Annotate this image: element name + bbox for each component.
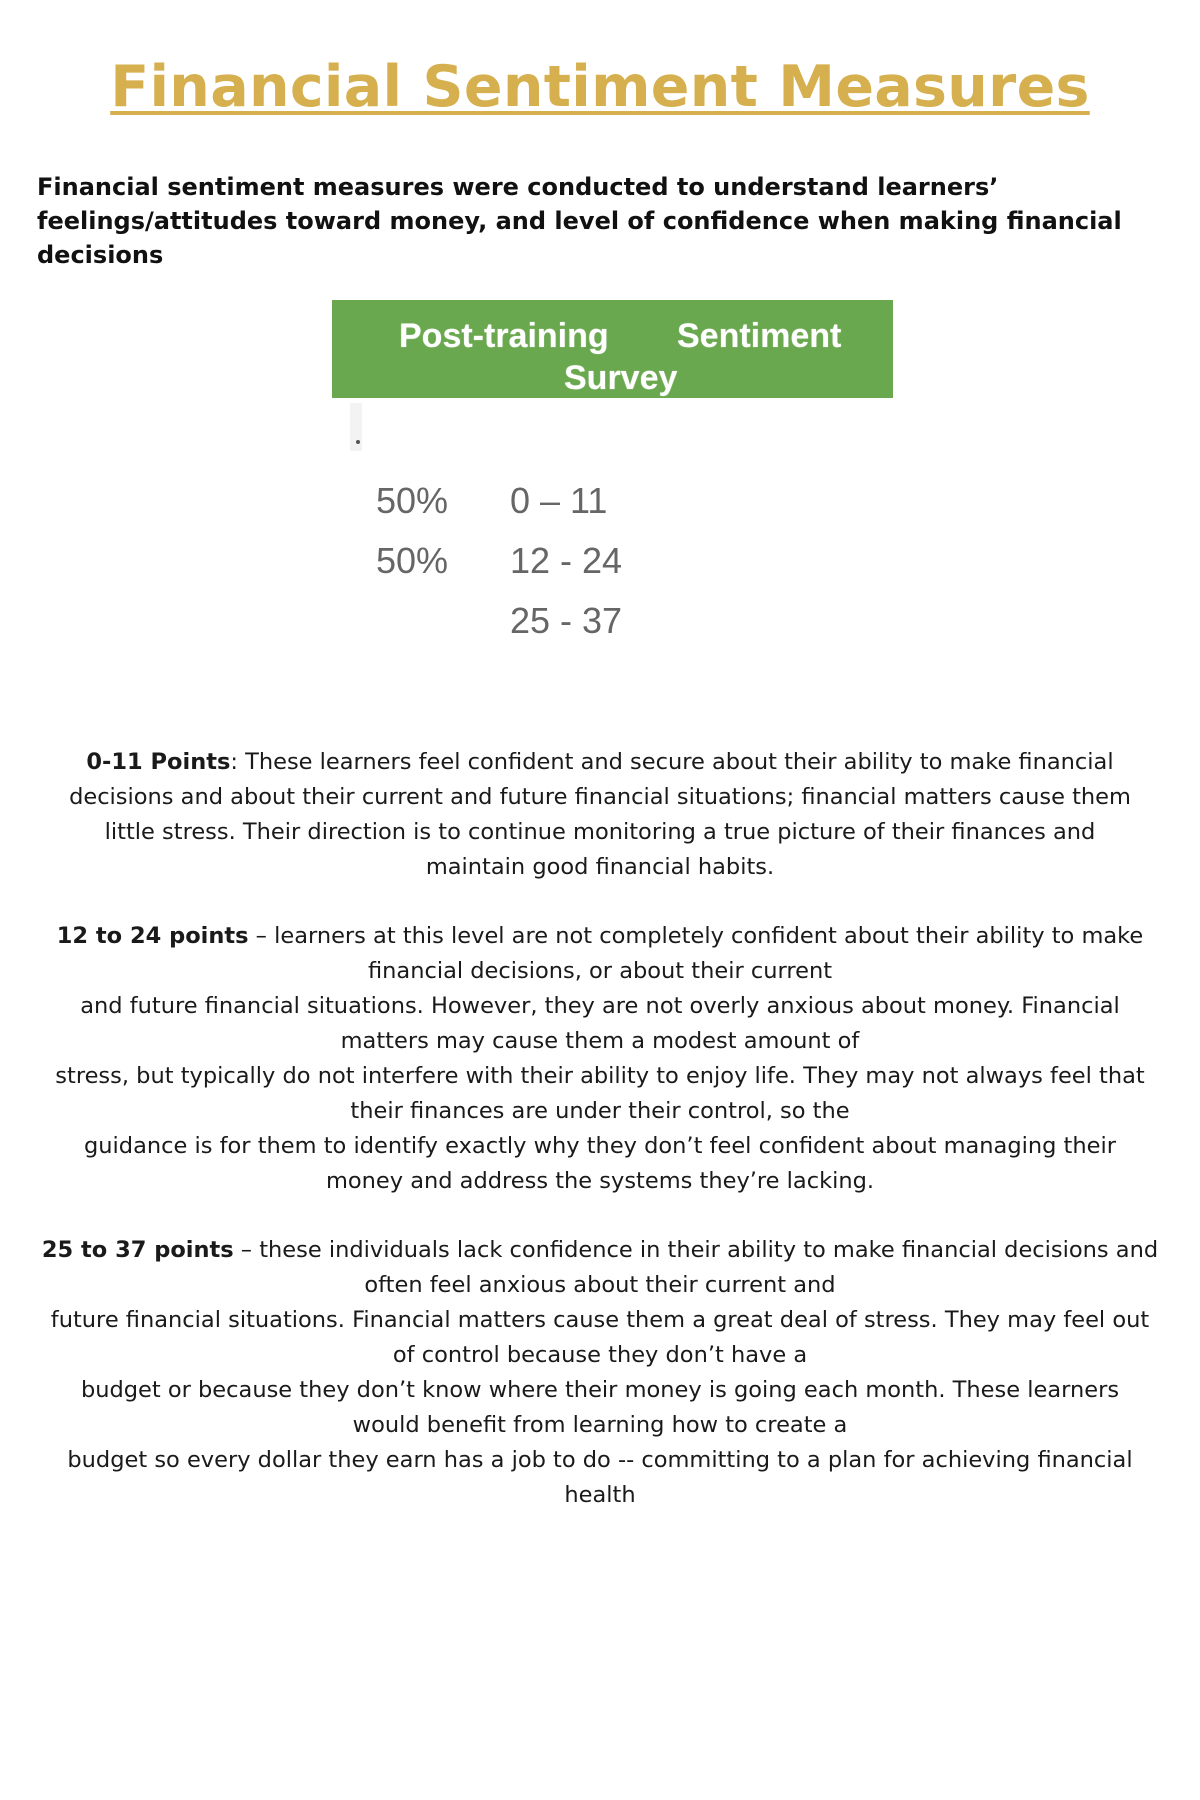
- section-line: future financial situations. Financial matters cause them a great deal of stress. They may feel out: [50, 1307, 1150, 1333]
- section-line: little stress. Their direction is to continue monitoring a true picture of their finances and: [104, 819, 1096, 845]
- section-line: financial decisions, or about their current: [367, 958, 833, 984]
- page-title: [0, 52, 1200, 122]
- row-percent: 50%: [376, 480, 449, 521]
- section-line: these individuals lack confidence in their ability to make financial decisions and: [259, 1237, 1159, 1263]
- section-line: budget so every dollar they earn has a job to do -- committing to a plan for achieving financial: [67, 1447, 1133, 1473]
- cell-artifact-dot: [356, 440, 360, 444]
- intro-paragraph: Financial sentiment measures were conducted to understand learners’ feelings/attitudes toward money, and level of confidence when making financial decisions: [37, 173, 1122, 269]
- section-line: learners at this level are not completely confident about their ability to make: [274, 923, 1144, 949]
- sentiment-survey-table: [290, 298, 890, 688]
- section-line: stress, but typically do not interfere with their ability to enjoy life. They may not always feel that: [55, 1063, 1145, 1089]
- section-line: would benefit from learning how to create a: [352, 1412, 848, 1438]
- table-header-word-survey: Survey: [564, 359, 678, 397]
- section-0-11: [18, 745, 1182, 885]
- section-line: budget or because they don’t know where their money is going each month. These learners: [80, 1377, 1120, 1403]
- section-line: money and address the systems they’re lacking.: [325, 1168, 875, 1194]
- table-header: [332, 300, 893, 398]
- table-header-word-post-training: Post-training: [399, 317, 609, 355]
- section-label: 0-11 Points: [86, 749, 231, 775]
- section-line: health: [564, 1482, 636, 1508]
- row-percent: 50%: [376, 540, 449, 581]
- table-row: [290, 590, 890, 650]
- row-range: 12 - 24: [510, 540, 623, 581]
- section-12-24: [18, 919, 1182, 1199]
- row-range: 0 – 11: [510, 480, 608, 521]
- page-title-text: Financial Sentiment Measures: [110, 54, 1090, 120]
- section-line: and future financial situations. However, they are not overly anxious about money. Financial: [80, 993, 1120, 1019]
- section-line: matters may cause them a modest amount of: [340, 1028, 860, 1054]
- table-header-word-sentiment: Sentiment: [677, 317, 842, 355]
- section-separator: :: [230, 749, 246, 775]
- section-label: 25 to 37 points: [41, 1237, 234, 1263]
- section-line: decisions and about their current and future financial situations; financial matters cause them: [69, 784, 1131, 810]
- table-row: [290, 470, 890, 530]
- table-rows: [290, 470, 890, 650]
- section-separator: –: [248, 923, 275, 949]
- score-descriptions: [18, 745, 1182, 1547]
- cell-artifact: [350, 403, 362, 451]
- section-line: These learners feel confident and secure about their ability to make financial: [245, 749, 1114, 775]
- section-25-37: [18, 1233, 1182, 1513]
- section-line: maintain good financial habits.: [425, 854, 775, 880]
- section-line: guidance is for them to identify exactly why they don’t feel confident about managing their: [84, 1133, 1116, 1159]
- table-row: [290, 530, 890, 590]
- section-label: 12 to 24 points: [56, 923, 249, 949]
- section-line: of control because they don’t have a: [392, 1342, 808, 1368]
- section-separator: –: [233, 1237, 260, 1263]
- section-line: their finances are under their control, so the: [350, 1098, 850, 1124]
- section-line: often feel anxious about their current and: [364, 1272, 836, 1298]
- row-range: 25 - 37: [510, 600, 623, 641]
